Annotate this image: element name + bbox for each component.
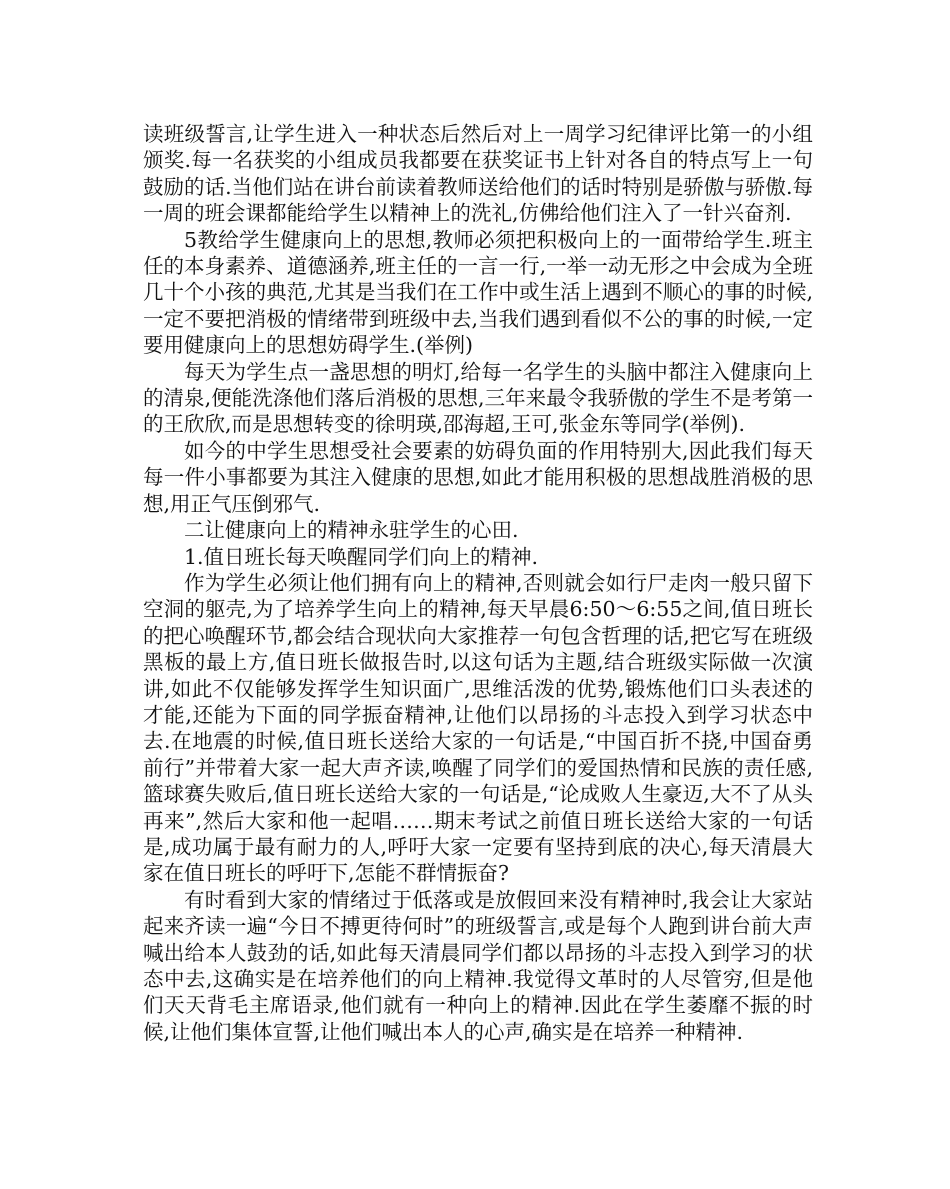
document-page [143,121,813,1045]
section-heading: 二让健康向上的精神永驻学生的心田. [184,518,519,543]
paragraph: 5教给学生健康向上的思想,教师必须把积极向上的一面带给学生.班主任的本身素养、道德涵养,班主任的一言一行,一举一动无形之中会成为全班几十个小孩的典范,尤其是当我们在工作中或生活上遇到不顺心的事的时候,一定不要把消极的情绪带到班级中去,当我们遇到看似不公的事的时候,一定要用健康向上的思想妨碍学生.(举例) [143,227,813,358]
paragraph: 作为学生必须让他们拥有向上的精神,否则就会如行尸走肉一般只留下空洞的躯壳,为了培养学生向上的精神,每天早晨6:50～6:55之间,值日班长的把心唤醒环节,都会结合现状向大家推荐一句包含哲理的话,把它写在班级黑板的最上方,值日班长做报告时,以这句话为主题,结合班级实际做一次演讲,如此不仅能够发挥学生知识面广,思维活泼的优势,锻炼他们口头表述的才能,还能为下面的同学振奋精神,让他们以昂扬的斗志投入到学习状态中去.在地震的时候,值日班长送给大家的一句话是,“中国百折不挠,中国奋勇前行”并带着大家一起大声齐读,唤醒了同学们的爱国热情和民族的责任感,篮球赛失败后,值日班长送给大家的一句话是,“论成败人生豪迈,大不了从头再来”,然后大家和他一起唱……期末考试之前值日班长送给大家的一句话是,成功属于最有耐力的人,呼吁大家一定要有坚持到底的决心,每天清晨大家在值日班长的呼吁下,怎能不群情振奋? [143,570,813,886]
paragraph: 读班级誓言,让学生进入一种状态后然后对上一周学习纪律评比第一的小组颁奖.每一名获奖的小组成员我都要在获奖证书上针对各自的特点写上一句鼓励的话.当他们站在讲台前读着教师送给他们的话时特别是骄傲与骄傲.每一周的班会课都能给学生以精神上的洗礼,仿佛给他们注入了一针兴奋剂. [143,122,813,226]
paragraph: 有时看到大家的情绪过于低落或是放假回来没有精神时,我会让大家站起来齐读一遍“今日不搏更待何时”的班级誓言,或是每个人跑到讲台前大声喊出给本人鼓劲的话,如此每天清晨同学们都以昂扬的斗志投入到学习的状态中去,这确实是在培养他们的向上精神.我觉得文革时的人尽管穷,但是他们天天背毛主席语录,他们就有一种向上的精神.因此在学生萎靡不振的时候,让他们集体宣誓,让他们喊出本人的心声,确实是在培养一种精神. [143,887,813,1044]
paragraph: 如今的中学生思想受社会要素的妨碍负面的作用特别大,因此我们每天每一件小事都要为其注入健康的思想,如此才能用积极的思想战胜消极的思想,用正气压倒邪气. [143,438,813,516]
subsection-heading: 1.值日班长每天唤醒同学们向上的精神. [184,544,539,569]
paragraph: 每天为学生点一盏思想的明灯,给每一名学生的头脑中都注入健康向上的清泉,便能洗涤他们落后消极的思想,三年来最令我骄傲的学生不是考第一的王欣欣,而是思想转变的徐明瑛,邵海超,王可,张金东等同学(举例). [143,359,813,437]
